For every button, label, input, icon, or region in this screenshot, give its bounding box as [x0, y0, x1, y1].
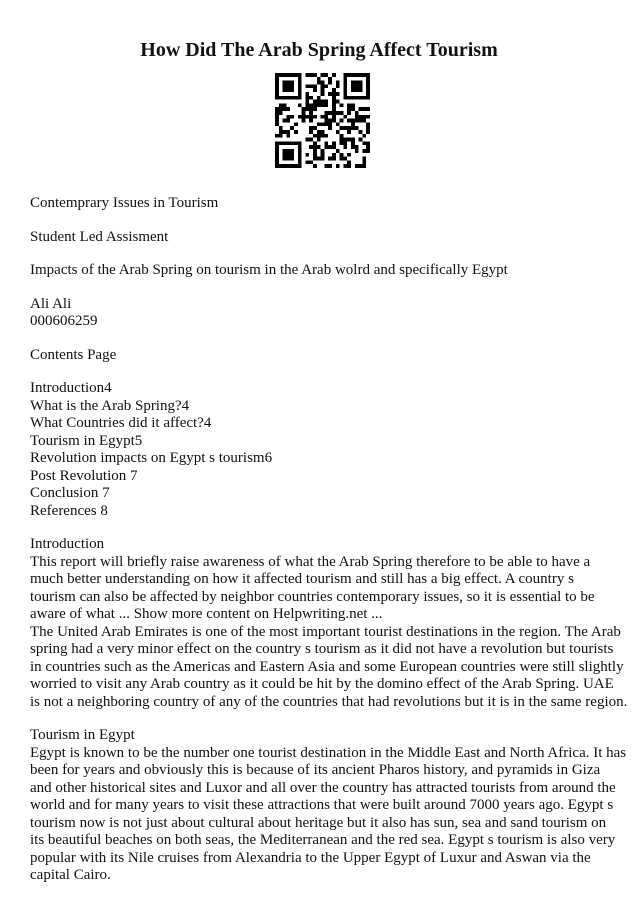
tourism-line: its beautiful beaches on both seas, the Mediterranean and the red sea. Egypt s tourism is also very [30, 832, 616, 848]
qr-code [275, 73, 370, 168]
introduction-line: in countries such as the Americas and Eastern Asia and some European countries were still slightly [30, 658, 624, 675]
tourism-in-egypt-heading: Tourism in Egypt [30, 727, 135, 743]
introduction-line: tourism can also be affected by neighbor countries contemporary issues, so it is essential to be [30, 588, 595, 605]
contents-item: Conclusion 7 [30, 485, 110, 501]
author-name: Ali Ali [30, 295, 72, 312]
contents-item: What Countries did it affect?4 [30, 415, 212, 431]
tourism-line: been for years and obviously this is because of its ancient Pharos history, and pyramids in Giza [30, 762, 601, 778]
introduction-heading: Introduction [30, 536, 105, 552]
student-id: 000606259 [30, 313, 98, 329]
contents-item: Post Revolution 7 [30, 467, 138, 484]
tourism-line: capital Cairo. [30, 867, 111, 883]
introduction-section [30, 536, 628, 711]
contents-list [30, 380, 612, 520]
introduction-line: is not a neighboring country of any of the countries that had revolutions but it is in the same region. [30, 693, 628, 710]
tourism-line: tourism now is not just about cultural about heritage but it also has sun, sea and sand tourism on [30, 814, 607, 831]
introduction-line: spring had a very minor effect on the country s tourism as it did not have a revolution but tourists [30, 641, 614, 657]
introduction-line: aware of what ... Show more content on Helpwriting.net ... [30, 606, 383, 622]
tourism-line: world and for many years to visit these attractions that were built around 7000 years ago. Egypt s [30, 797, 614, 813]
assessment-type: Student Led Assisment [30, 228, 169, 245]
document-body [30, 195, 628, 885]
tourism-line: and other historical sites and Luxor and all over the country has attracted tourists from around the [30, 779, 616, 796]
introduction-line: The United Arab Emirates is one of the most important tourist destinations in the region. The Arab [30, 623, 621, 640]
tourism-line: Egypt is known to be the number one tourist destination in the Middle East and North Africa. It has [30, 744, 627, 761]
contents-item: Tourism in Egypt5 [30, 432, 143, 449]
tourism-in-egypt-section [30, 727, 627, 885]
contents-heading: Contents Page [30, 346, 117, 363]
course-title: Contemprary Issues in Tourism [30, 195, 219, 211]
contents-item: What is the Arab Spring?4 [30, 397, 190, 414]
contents-item: Introduction4 [30, 380, 112, 396]
introduction-line: much better understanding on how it affected tourism and still has a big effect. A country s [30, 571, 574, 587]
contents-item: Revolution impacts on Egypt s tourism6 [30, 450, 273, 466]
introduction-line: worried to visit any Arab country as it could be hit by the domino effect of the Arab Spring. UAE [30, 676, 614, 692]
introduction-line: This report will briefly raise awareness of what the Arab Spring therefore to be able to have a [30, 553, 591, 570]
document-title: How Did The Arab Spring Affect Tourism [140, 39, 498, 61]
report-subtitle: Impacts of the Arab Spring on tourism in the Arab wolrd and specifically Egypt [30, 262, 508, 278]
author-block [30, 296, 612, 331]
contents-item: References 8 [30, 502, 108, 519]
tourism-line: popular with its Nile cruises from Alexandria to the Upper Egypt of Luxur and Aswan via the [30, 849, 591, 866]
